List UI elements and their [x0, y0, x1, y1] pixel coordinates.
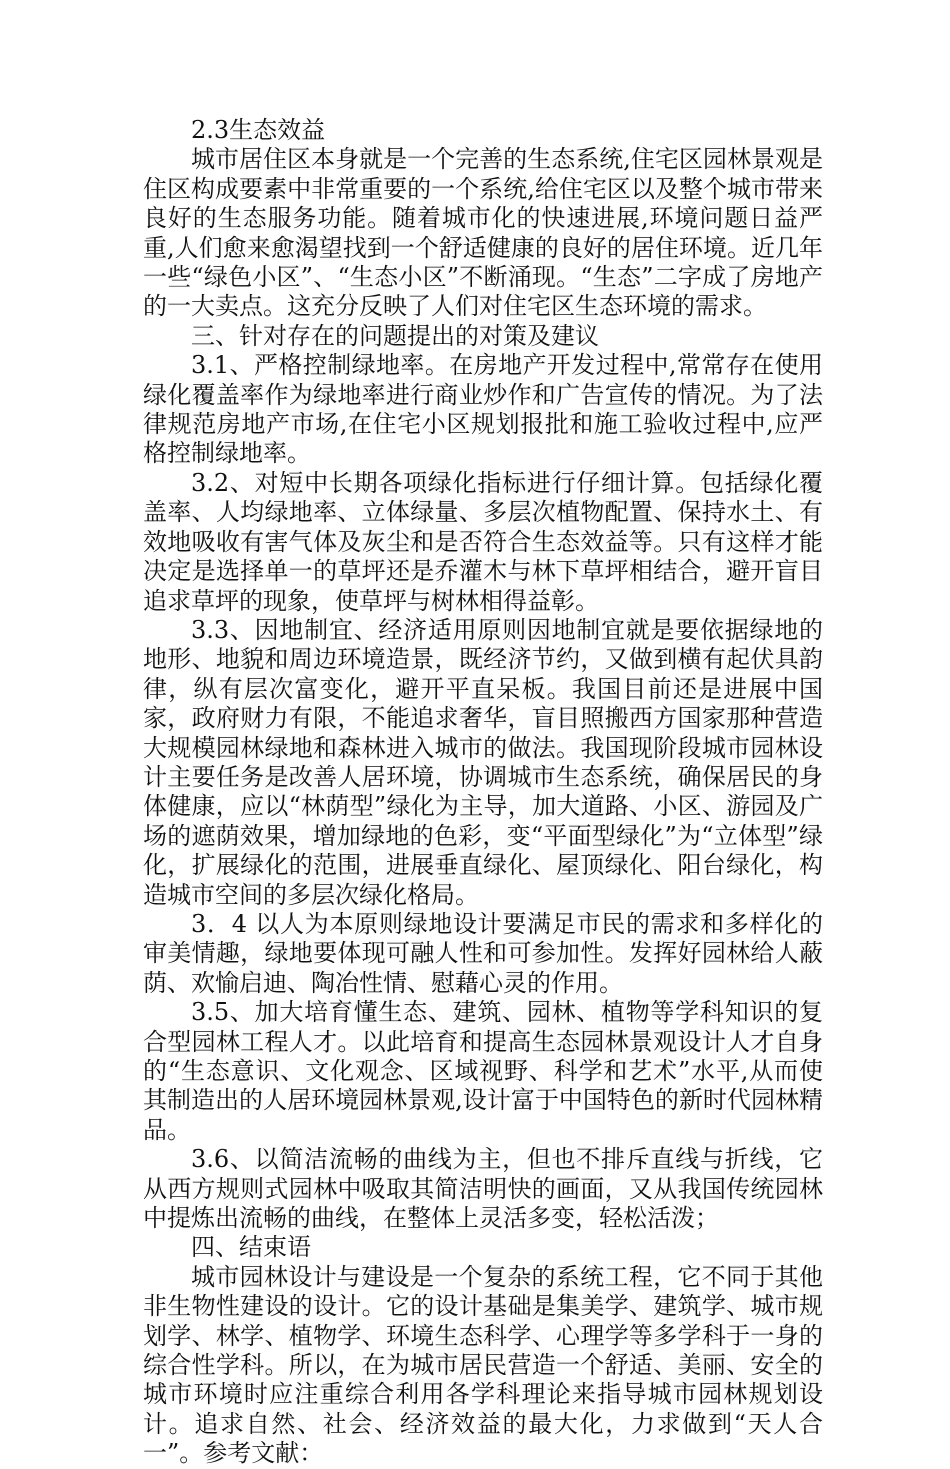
paragraph-3-2: 3.2、对短中长期各项绿化指标进行仔细计算。包括绿化覆盖率、人均绿地率、立体绿量、多层次植物配置、保持水土、有效地吸收有害气体及灰尘和是否符合生态效益等。只有这样才能决定是选择单一的草坪还是乔灌木与林下草坪相结合，避开盲目追求草坪的现象，使草坪与树林相得益彰。: [143, 468, 823, 615]
paragraph-3-1: 3.1、严格控制绿地率。在房地产开发过程中,常常存在使用绿化覆盖率作为绿地率进行商业炒作和广告宣传的情况。为了法律规范房地产市场,在住宅小区规划报批和施工验收过程中,应严格控制绿地率。: [143, 351, 823, 468]
document-page: [143, 116, 823, 1469]
heading-section-4: 四、结束语: [191, 1233, 311, 1262]
paragraph-3-4: 3．4 以人为本原则绿地设计要满足市民的需求和多样化的审美情趣，绿地要体现可融人性和可参加性。发挥好园林给人蔽荫、欢愉启迪、陶冶性情、慰藉心灵的作用。: [143, 909, 823, 997]
heading-section-3: 三、针对存在的问题提出的对策及建议: [191, 321, 599, 350]
paragraph-3-6: 3.6、以简洁流畅的曲线为主，但也不排斥直线与折线，它从西方规则式园林中吸取其简洁明快的画面，又从我国传统园林中提炼出流畅的曲线，在整体上灵活多变，轻松活泼；: [143, 1145, 823, 1233]
paragraph-3-3: 3.3、因地制宜、经济适用原则因地制宜就是要依据绿地的地形、地貌和周边环境造景，既经济节约，又做到横有起伏具韵律，纵有层次富变化，避开平直呆板。我国目前还是进展中国家，政府财力有限，不能追求奢华，盲目照搬西方国家那种营造大规模园林绿地和森林进入城市的做法。我国现阶段城市园林设计主要任务是改善人居环境，协调城市生态系统，确保居民的身体健康，应以“林荫型”绿化为主导，加大道路、小区、游园及广场的遮荫效果，增加绿地的色彩，变“平面型绿化”为“立体型”绿化，扩展绿化的范围，进展垂直绿化、屋顶绿化、阳台绿化，构造城市空间的多层次绿化格局。: [143, 615, 823, 909]
heading-2-3: 2.3生态效益: [191, 116, 326, 144]
paragraph-3-5: 3.5、加大培育懂生态、建筑、园林、植物等学科知识的复合型园林工程人才。以此培育和提高生态园林景观设计人才自身的“生态意识、文化观念、区域视野、科学和艺术”水平,从而使其制造出的人居环境园林景观,设计富于中国特色的新时代园林精品。: [143, 998, 823, 1144]
paragraph-2-3: 城市居住区本身就是一个完善的生态系统,住宅区园林景观是住区构成要素中非常重要的一个系统,给住宅区以及整个城市带来良好的生态服务功能。随着城市化的快速进展,环境问题日益严重,人们愈来愈渴望找到一个舒适健康的良好的居住环境。近几年一些“绿色小区”、“生态小区”不断涌现。“生态”二字成了房地产的一大卖点。这充分反映了人们对住宅区生态环境的需求。: [143, 145, 823, 321]
paragraph-conclusion: 城市园林设计与建设是一个复杂的系统工程，它不同于其他非生物性建设的设计。它的设计基础是集美学、建筑学、城市规划学、林学、植物学、环境生态科学、心理学等多学科于一身的综合性学科。所以，在为城市居民营造一个舒适、美丽、安全的城市环境时应注重综合利用各学科理论来指导城市园林规划设计。追求自然、社会、经济效益的最大化，力求做到“天人合一”。参考文献：: [143, 1262, 823, 1468]
